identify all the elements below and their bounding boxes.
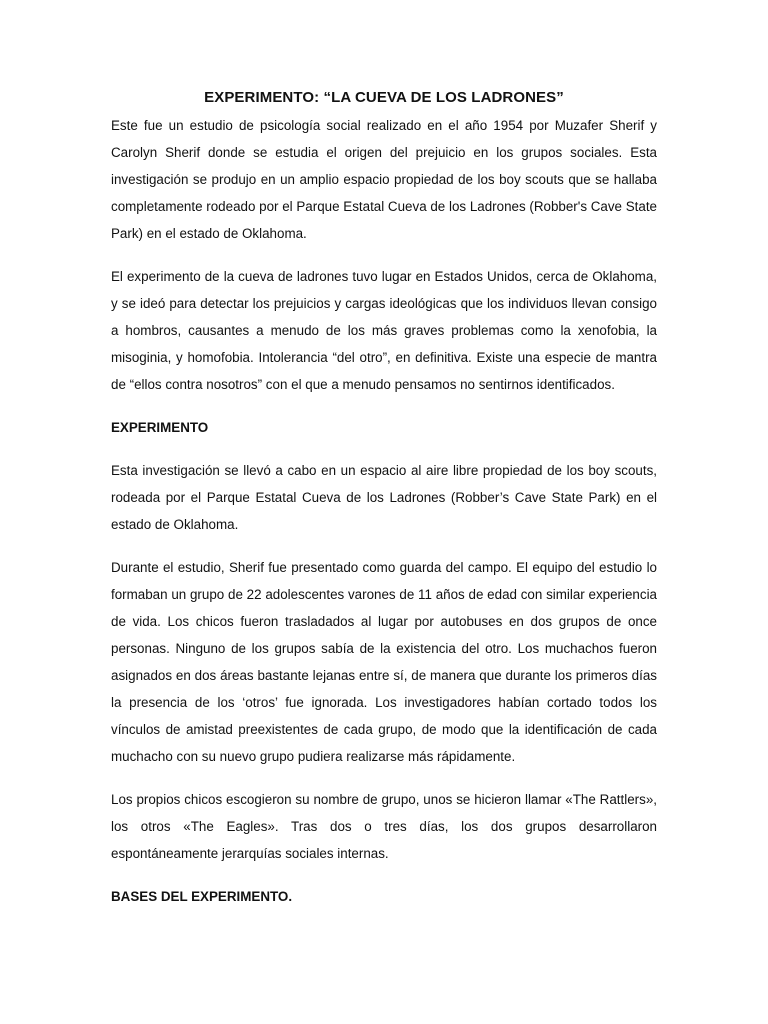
document-body (111, 88, 657, 926)
experimento-paragraph-3: Los propios chicos escogieron su nombre de grupo, unos se hicieron llamar «The Rattlers», los otros «The Eagles». Tras dos o tres días, los dos grupos desarrollaron espontáneamente jerarquías sociales internas. (111, 792, 657, 861)
document-title: EXPERIMENTO: “LA CUEVA DE LOS LADRONES” (204, 89, 564, 106)
section-heading-bases: BASES DEL EXPERIMENTO. (111, 889, 293, 904)
experimento-paragraph-1: Esta investigación se llevó a cabo en un espacio al aire libre propiedad de los boy scouts, rodeada por el Parque Estatal Cueva de los Ladrones (Robber’s Cave State Park) en el estado de Oklahoma. (111, 463, 657, 532)
intro-paragraph-1: Este fue un estudio de psicología social realizado en el año 1954 por Muzafer Sherif y Carolyn Sherif donde se estudia el origen del prejuicio en los grupos sociales. Esta investigación se produjo en un amplio espacio propiedad de los boy scouts que se hallaba completamente rodeado por el Parque Estatal Cueva de los Ladrones (Robber's Cave State Park) en el estado de Oklahoma. (111, 118, 657, 241)
experimento-paragraph-2: Durante el estudio, Sherif fue presentado como guarda del campo. El equipo del estudio lo formaban un grupo de 22 adolescentes varones de 11 años de edad con similar experiencia de vida. Los chicos fueron trasladados al lugar por autobuses en dos grupos de once personas. Ninguno de los grupos sabía de la existencia del otro. Los muchachos fueron asignados en dos áreas bastante lejanas entre sí, de manera que durante los primeros días la presencia de los ‘otros’ fue ignorada. Los investigadores habían cortado todos los vínculos de amistad preexistentes de cada grupo, de modo que la identificación de cada muchacho con su nuevo grupo pudiera realizarse más rápidamente. (111, 560, 657, 764)
intro-paragraph-2: El experimento de la cueva de ladrones tuvo lugar en Estados Unidos, cerca de Oklahoma, y se ideó para detectar los prejuicios y cargas ideológicas que los individuos llevan consigo a hombros, causantes a menudo de los más graves problemas como la xenofobia, la misoginia, y homofobia. Intolerancia “del otro”, en definitiva. Existe una especie de mantra de “ellos contra nosotros” con el que a menudo pensamos no sentirnos identificados. (111, 269, 657, 392)
section-heading-experimento: EXPERIMENTO (111, 420, 209, 435)
